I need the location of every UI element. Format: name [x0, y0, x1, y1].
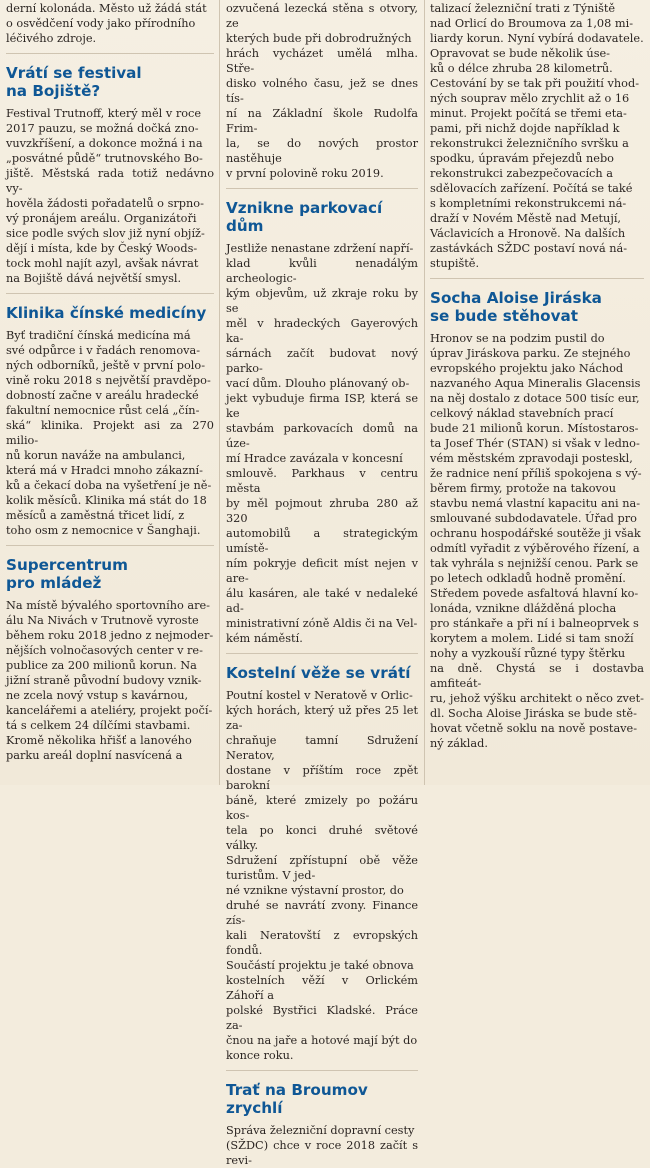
article-body: Festival Trutnoff, který měl v roce 2017 pauzu, se možná dočká zno- vuvzkříšení, a dokonce možná i na „posvátné půdě“ trutnovského Bo- jiště. Městská rada totiž nedávno vy- hověla žádosti pořadatelů o srpno- vý pronájem areálu. Organizátoři sice podle svých slov již nyní objíž- dějí i místa, kde by Český Woods- tock mohl najít azyl, avšak návrat na Bojiště dává největší smysl.: [6, 107, 214, 285]
article-divider: [226, 653, 418, 654]
lead-text: talizací železniční trati z Týniště nad Orlicí do Broumova za 1,08 mi- liardy korun. Nyní vybírá dodavatele. Opravovat se bude několik úse- ků o délce zhruba 28 kilometrů. Cestování by se tak při použití vhod- ných souprav mělo zrychlit až o 16 minut. Projekt počítá se třemi eta- pami, při nichž dojde například k rekonstrukci železničního svršku a spodku, úpravám přejezdů nebo rekonstrukci zabezpečovacích a sdělovacích zařízení. Počítá se také s kompletními rekonstrukcemi ná- draží v Novém Městě nad Metují, Václavicích a Hronově. Na dalších zastávkách SŽDC postaví nová ná- stupiště.: [430, 2, 644, 270]
article-divider: [226, 188, 418, 189]
article-body: Hronov se na podzim pustil do úprav Jiráskova parku. Ze stejného evropského projektu jako Náchod nazvaného Aqua Mineralis Glacensis na něj dostalo z dotace 500 tisíc eur, celkový náklad stavebních prací bude 21 milionů korun. Místostaros- ta Josef Thér (STAN) si však v ledno- vém městském zpravodaji posteskl, že radnice není příliš spokojena s vý- běrem firmy, protože na takovou stavbu nemá vlastní kapacitu ani na- smlouvané subdodavatele. Úřad pro ochranu hospodářské soutěže ji však odmítl vyřadit z výběrového řízení, a tak vyhrála s nejnižší cenou. Park se po letech odkladů hodně promění. Středem povede asfaltová hlavní ko- lonáda, vznikne dlážděná plocha pro stánkaře a při ní i balneoprvek s korytem a molem. Lidé si tam snoží nohy a vyzkouší různé typy štěrku na dně. Chystá se i dostavba amfiteát- ru, jehož výšku architekt o něco zvet- dl. Socha Aloise Jiráska se bude stě- hovat včetně soklu na nově postave- ný základ.: [430, 332, 644, 750]
article-divider: [226, 1070, 418, 1071]
article-body: Na místě bývalého sportovního are- álu Na Nivách v Trutnově vyroste během roku 2018 jedno z nejmoder- nějších volnočasových center v re- publice za 200 milionů korun. Na jižní straně původní budovy vznik- ne zcela nový vstup s kavárnou, kancelářemi a ateliéry, projekt počí- tá s celkem 24 dílčími stavbami. Kromě několika hřišť a lanového parku areál doplní nasvícená a: [6, 599, 214, 762]
article-divider: [6, 545, 214, 546]
column-1: [6, 0, 214, 785]
article-heading: Socha Aloise Jiráska se bude stěhovat: [430, 289, 602, 325]
article-heading: Vrátí se festival na Bojiště?: [6, 64, 142, 100]
article-body: Poutní kostel v Neratově v Orlic- kých horách, který už přes 25 let za- chraňuje tamní Sdružení Neratov, dostane v příštím roce zpět barokní báně, které zmizely po požáru kos- tela po konci druhé světové války. Sdružení zpřístupní obě věže turistům. V jed- né vznikne výstavní prostor, do druhé se navrátí zvony. Finance zís- kali Neratovští z evropských fondů. Součástí projektu je také obnova kostelních věží v Orlickém Záhoří a polské Bystřici Kladské. Práce za- čnou na jaře a hotové mají být do konce roku.: [226, 689, 418, 1062]
article-divider: [6, 53, 214, 54]
article-body: Byť tradiční čínská medicína má své odpůrce i v řadách renomova- ných odborníků, ještě v první polo- vině roku 2018 s největší pravděpo- dobností začne v areálu hradecké fakultní nemocnice růst celá „čín- ská“ klinika. Projekt asi za 270 milio- nů korun naváže na ambulanci, která má v Hradci mnoho zákazní- ků a čekací doba na vyšetření je ně- kolik měsíců. Klinika má stát do 18 měsíců a zaměstná třicet lidí, z toho osm z nemocnice v Šanghaji.: [6, 329, 214, 537]
article-heading: Klinika čínské medicíny: [6, 304, 207, 322]
column-rule: [424, 0, 425, 785]
article-body: Správa železniční dopravní cesty (SŽDC) chce v roce 2018 začít s revi-: [226, 1124, 418, 1167]
article-heading: Vznikne parkovací dům: [226, 199, 383, 235]
article-divider: [430, 278, 644, 279]
article-heading: Supercentrum pro mládež: [6, 556, 128, 592]
lead-text: ozvučená lezecká stěna s otvory, ze kterých bude při dobrodružných hrách vycházet umělá mlha. Stře- disko volného času, jež se dnes tís- ní na Základní škole Rudolfa Frim- la, se do nových prostor nastěhuje v první polovině roku 2019.: [226, 2, 418, 180]
article-body: Jestliže nenastane zdržení napří- klad kvůli nenadálým archeologic- kým objevům, už zkraje roku by se měl v hradeckých Gayerových ka- sárnách začít budovat nový parko- vací dům. Dlouho plánovaný ob- jekt vybuduje firma ISP, která se ke stavbám parkovacích domů na úze- mí Hradce zavázala v koncesní smlouvě. Parkhaus v centru města by měl pojmout zhruba 280 až 320 automobilů a strategickým umístě- ním pokryje deficit míst nejen v are- álu kasáren, ale také v nedaleké ad- ministrativní zóně Aldis či na Vel- kém náměstí.: [226, 242, 418, 645]
column-2: [226, 0, 418, 1167]
column-rule: [219, 0, 220, 785]
article-heading: Trať na Broumov zrychlí: [226, 1081, 368, 1117]
article-divider: [6, 293, 214, 294]
lead-text: derní kolonáda. Město už žádá stát o osvědčení vody jako přírodního léčivého zdroje.: [6, 2, 207, 45]
article-heading: Kostelní věže se vrátí: [226, 664, 411, 682]
column-3: [430, 0, 644, 785]
